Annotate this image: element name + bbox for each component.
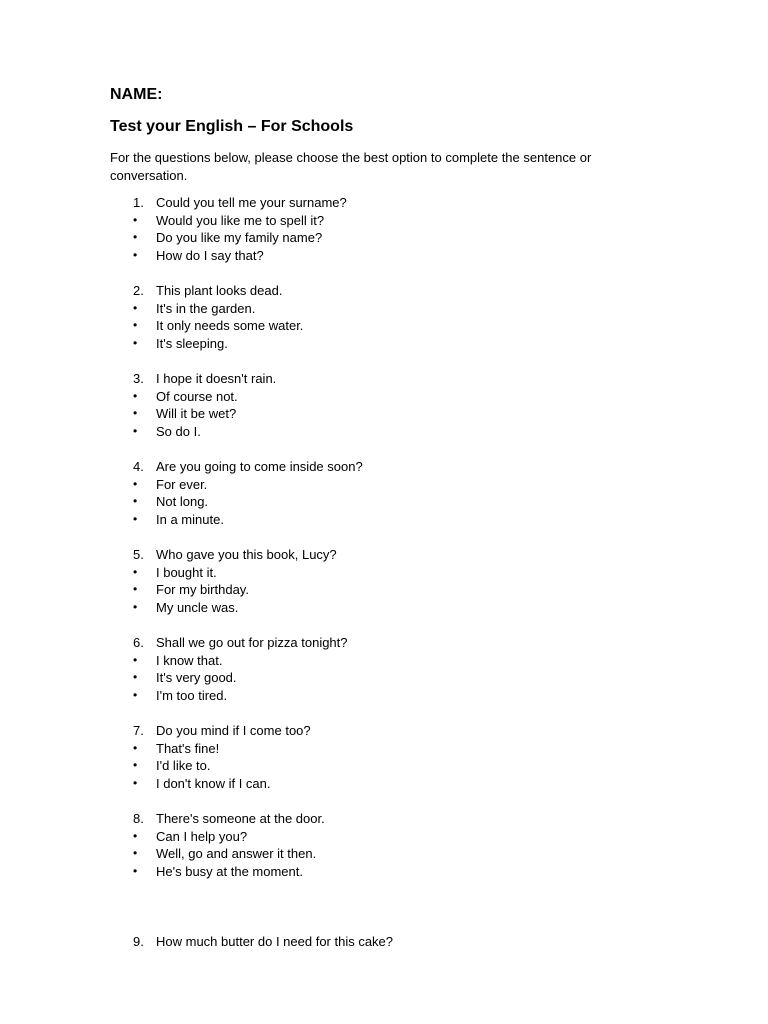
answer-option: My uncle was. — [156, 600, 239, 616]
question-prompt: Could you tell me your surname? — [156, 195, 347, 210]
question-2 — [0, 282, 768, 370]
question-9 — [0, 933, 768, 953]
question-number: 1. — [133, 195, 144, 210]
answer-option: I don't know if I can. — [156, 776, 271, 792]
question-number: 8. — [133, 811, 144, 826]
answer-option: He's busy at the moment. — [156, 864, 303, 880]
question-number: 5. — [133, 547, 144, 562]
answer-option: Would you like me to spell it? — [156, 212, 325, 228]
answer-option: So do I. — [156, 424, 201, 440]
bullet-icon: • — [133, 600, 138, 615]
bullet-icon: • — [133, 230, 138, 245]
bullet-icon: • — [133, 494, 138, 509]
bullet-icon: • — [133, 300, 138, 315]
answer-option: I'd like to. — [156, 758, 211, 774]
question-prompt: This plant looks dead. — [156, 283, 283, 298]
question-prompt: How much butter do I need for this cake? — [156, 934, 394, 949]
question-number: 9. — [133, 934, 144, 949]
question-6 — [0, 634, 768, 722]
answer-option: Do you like my family name? — [156, 230, 323, 246]
question-prompt: Shall we go out for pizza tonight? — [156, 635, 348, 650]
bullet-icon: • — [133, 828, 138, 843]
bullet-icon: • — [133, 864, 138, 879]
bullet-icon: • — [133, 476, 138, 491]
question-1 — [0, 194, 768, 282]
bullet-icon: • — [133, 846, 138, 861]
question-number: 4. — [133, 459, 144, 474]
question-4 — [0, 458, 768, 546]
answer-option: It's in the garden. — [156, 300, 256, 316]
bullet-icon: • — [133, 582, 138, 597]
question-prompt: There's someone at the door. — [156, 811, 325, 826]
answer-option: For my birthday. — [156, 582, 249, 598]
bullet-icon: • — [133, 388, 138, 403]
question-number: 7. — [133, 723, 144, 738]
answer-option: Of course not. — [156, 388, 238, 404]
bullet-icon: • — [133, 318, 138, 333]
answer-option: Well, go and answer it then. — [156, 846, 317, 862]
question-5 — [0, 546, 768, 634]
answer-option: Not long. — [156, 494, 209, 510]
question-prompt: Who gave you this book, Lucy? — [156, 547, 337, 562]
question-number: 6. — [133, 635, 144, 650]
bullet-icon: • — [133, 740, 138, 755]
bullet-icon: • — [133, 670, 138, 685]
bullet-icon: • — [133, 336, 138, 351]
bullet-icon: • — [133, 758, 138, 773]
bullet-icon: • — [133, 776, 138, 791]
page-title: Test your English – For Schools — [110, 118, 354, 135]
answer-option: In a minute. — [156, 512, 224, 528]
bullet-icon: • — [133, 424, 138, 439]
answer-option: I know that. — [156, 652, 223, 668]
question-number: 2. — [133, 283, 144, 298]
bullet-icon: • — [133, 564, 138, 579]
question-number: 3. — [133, 371, 144, 386]
question-3 — [0, 370, 768, 458]
question-7 — [0, 722, 768, 810]
answer-option: It's sleeping. — [156, 336, 228, 352]
answer-option: How do I say that? — [156, 248, 264, 264]
bullet-icon: • — [133, 688, 138, 703]
question-8 — [0, 810, 768, 933]
answer-option: It's very good. — [156, 670, 237, 686]
answer-option: That's fine! — [156, 740, 220, 756]
bullet-icon: • — [133, 248, 138, 263]
bullet-icon: • — [133, 652, 138, 667]
question-list — [0, 194, 768, 953]
name-label: NAME: — [110, 86, 163, 103]
intro-paragraph: For the questions below, please choose the best option to complete the sentence or conversation. — [110, 150, 592, 183]
answer-option: I'm too tired. — [156, 688, 228, 704]
question-prompt: I hope it doesn't rain. — [156, 371, 277, 386]
answer-option: For ever. — [156, 476, 208, 492]
question-prompt: Are you going to come inside soon? — [156, 459, 363, 474]
bullet-icon: • — [133, 512, 138, 527]
answer-option: Will it be wet? — [156, 406, 237, 422]
answer-option: Can I help you? — [156, 828, 248, 844]
bullet-icon: • — [133, 406, 138, 421]
answer-option: I bought it. — [156, 564, 217, 580]
bullet-icon: • — [133, 212, 138, 227]
question-prompt: Do you mind if I come too? — [156, 723, 311, 738]
answer-option: It only needs some water. — [156, 318, 304, 334]
